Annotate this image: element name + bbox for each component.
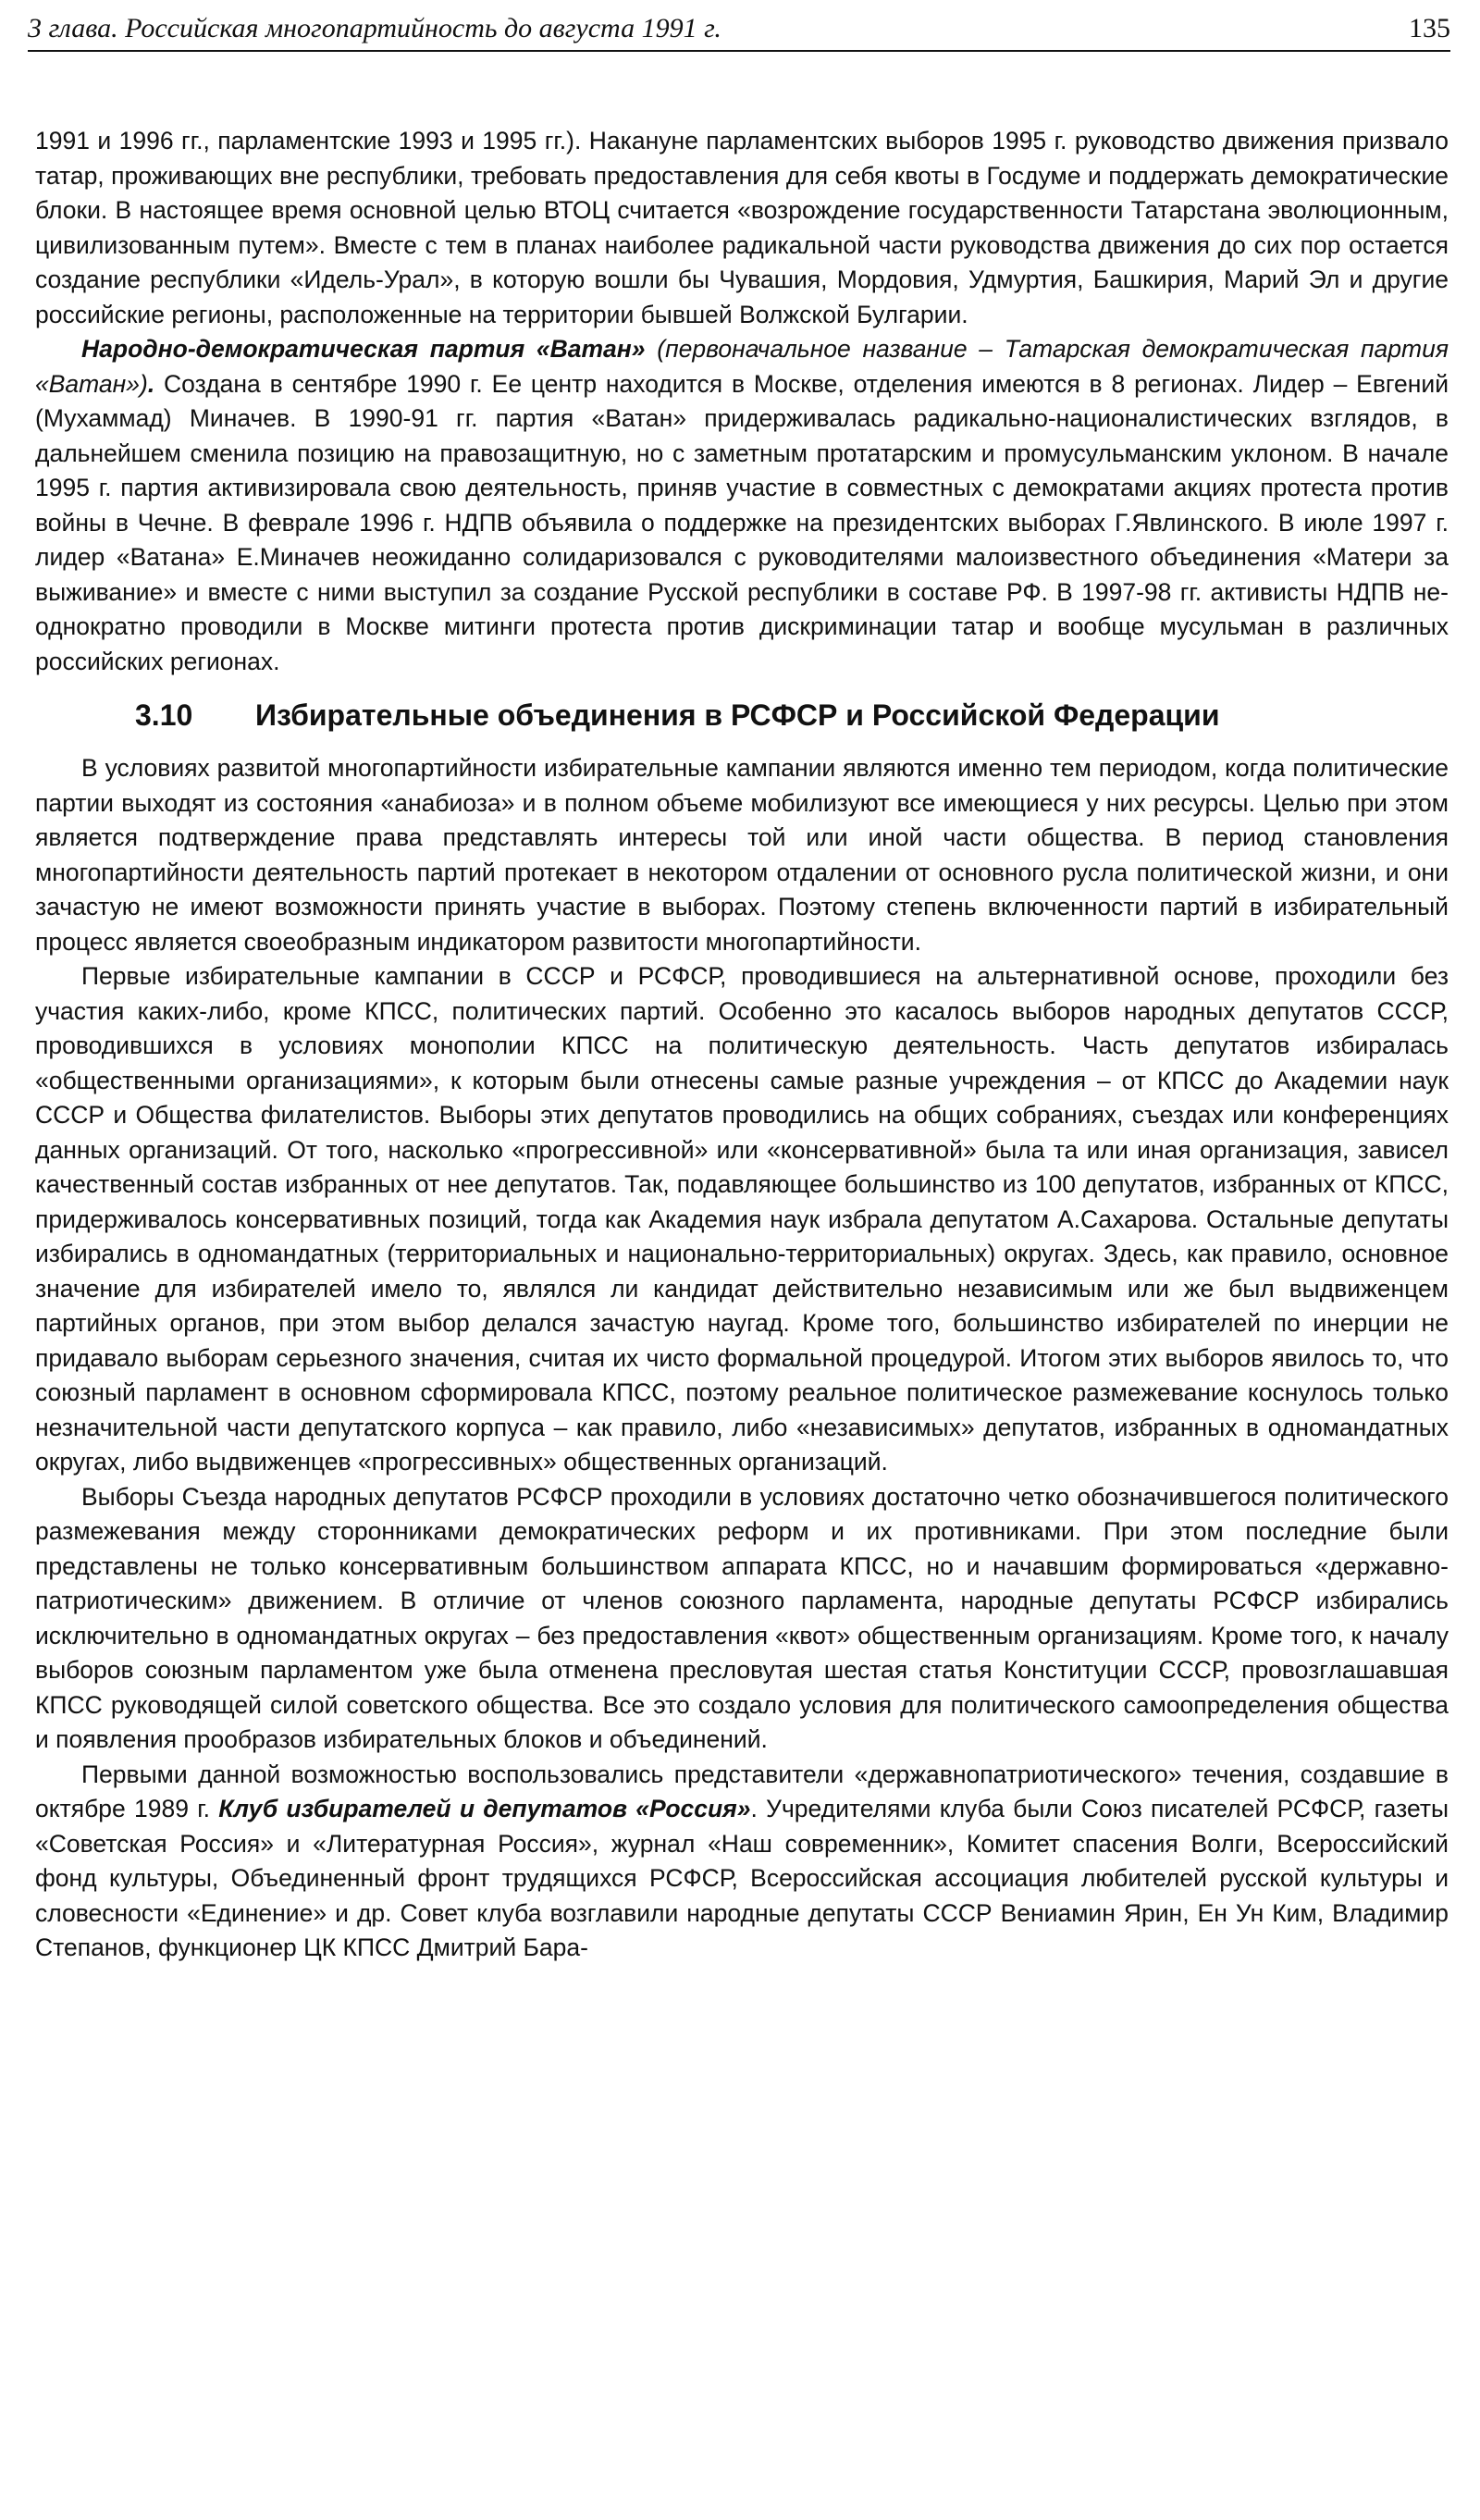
paragraph-multiparty-elections [35, 751, 1449, 959]
paragraph-text: Первыми данной возможностью воспользовались представители «державнопатриотического» течения, создавшие в октябре 1989 г. [35, 1760, 1449, 1822]
paragraph-text: 1991 и 1996 гг., парламентские 1993 и 1995 гг.). Накануне парламентских выборов 1995 г. руководство движения призвало татар, проживающих вне республики, требовать предоставления для себя квоты в Госдуме и поддержать демократические блоки. В настоящее время основной целью ВТОЦ считается «возрождение государственности Татарстана эволюционным, цивилизованным путем». Вместе с тем в планах наиболее радикальной части руководства движения до сих пор остается создание республики «Идель-Урал», в которую вошли бы Чувашия, Мордовия, Удмуртия, Башкирия, Марий Эл и другие российские регионы, расположенные на территории бывшей Волжской Булгарии. [35, 127, 1449, 328]
chapter-title: 3 глава. Российская многопартийность до августа 1991 г. [28, 13, 722, 43]
club-name-russia: Клуб избирателей и депутатов «Россия» [218, 1795, 751, 1822]
party-name-vatan: Народно-демократическая партия «Ватан» [81, 335, 646, 363]
body-text [35, 124, 1449, 1966]
page-number: 135 [1409, 13, 1450, 43]
paragraph-first-campaigns [35, 959, 1449, 1480]
paragraph-rsfsr-elections [35, 1480, 1449, 1758]
paragraph-text: Создана в сентябре 1990 г. Ее центр находится в Москве, отделения имеются в 8 регионах. Лидер – Евгений (Мухаммад) Миначев. В 1990-91 гг. партия «Ватан» придерживалась радикально-националистических взглядов, в дальнейшем сменила позицию на правозащитную, но с заметным протатарским и промусульманским уклоном. В начале 1995 г. партия активизировала свою деятельность, приняв участие в совместных с демократами акциях протеста против войны в Чечне. В феврале 1996 г. НДПВ объявила о поддержке на президентских выборах Г.Явлинского. В июле 1997 г. лидер «Ватана» Е.Миначев неожиданно солидаризовался с руководителями малоизвестного объединения «Матери за выживание» и вместе с ними выступил за создание Русской республики в составе РФ. В 1997-98 гг. активисты НДПВ неоднократно проводили в Москве митинги протеста против дискриминации татар и вообще мусульман в различных российских регионах. [35, 369, 1449, 675]
paragraph-text: . Учредителями клуба были Союз писателей РСФСР, газеты «Советская Россия» и «Литературная Россия», журнал «Наш современник», Комитет спасения Волги, Всероссийский фонд культуры, Объединенный фронт трудящихся РСФСР, Всероссийская ассоциация любителей русской культуры и словесности «Единение» и др. Совет клуба возглавили народные депутаты СССР Вениамин Ярин, Ен Ун Ким, Владимир Степанов, функционер ЦК КПСС Дмитрий Бара- [35, 1795, 1449, 1961]
party-alias-vatan: (первоначальное название – Татарская демократическая партия «Ватан») [35, 335, 1449, 398]
party-alias-dot: . [147, 369, 155, 398]
section-number: 3.10 [135, 698, 193, 732]
running-header [28, 7, 1450, 52]
paragraph-text: Первые избирательные кампании в СССР и РСФСР, проводившиеся на альтернативной основе, проходили без участия каких-либо, кроме КПСС, политических партий. Особенно это касалось выборов народных депутатов СССР, проводившихся в условиях монополии КПСС на политическую деятельность. Часть депутатов избиралась «общественными организациями», к которым были отнесены самые разные учреждения – от КПСС до Академии наук СССР и Общества филателистов. Выборы этих депутатов проводились на общих собраниях, съездах или конференциях данных организаций. От того, насколько «прогрессивной» или «консервативной» была та или иная организация, зависел качественный состав избранных от нее депутатов. Так, подавляющее большинство из 100 депутатов, избранных от КПСС, придерживалось консервативных позиций, тогда как Академия наук избрала депутатом А.Сахарова. Остальные депутаты избирались в одномандатных (территориальных и национально-территориальных) округах. Здесь, как правило, основное значение для избирателей имело то, являлся ли кандидат действительно независимым или же был выдвиженцем партийных органов, при этом выбор делался зачастую наугад. Кроме того, большинство избирателей по инерции не придавало выборам серьезного значения, считая их чисто формальной процедурой. Итогом этих выборов явилось то, что союзный парламент в основном сформировала КПСС, поэтому реальное политическое размежевание коснулось только незначительной части депутатского корпуса – как правило, либо «независимых» депутатов, избранных в одномандатных округах, либо выдвиженцев «прогрессивных» общественных организаций. [35, 962, 1449, 1476]
paragraph-text: В условиях развитой многопартийности избирательные кампании являются именно тем периодом, когда политические партии выходят из состояния «анабиоза» и в полном объеме мобилизуют все имеющиеся у них ресурсы. Целью при этом является подтверждение права представлять интересы той или иной части общества. В период становления многопартийности деятельность партий протекает в некотором отдалении от основного русла политической жизни, и они зачастую не имеют возможности принять участие в выборах. Поэтому степень включенности партий в избирательный процесс является своеобразным индикатором развитости многопартийности. [35, 754, 1449, 956]
paragraph-vtoc-continued [35, 124, 1449, 332]
paragraph-vatan-party [35, 332, 1449, 679]
section-title: Избирательные объединения в РСФСР и Российской Федерации [255, 698, 1220, 732]
paragraph-club-russia [35, 1758, 1449, 1966]
paragraph-text: Выборы Съезда народных депутатов РСФСР проходили в условиях достаточно четко обозначившегося политического размежевания между сторонниками демократических реформ и их противниками. При этом последние были представлены не только консервативным большинством аппарата КПСС, но и начавшим формироваться «державно-патриотическим» движением. В отличие от членов союзного парламента, народные депутаты РСФСР избирались исключительно в одномандатных округах – без предоставления «квот» общественным организациям. Кроме того, к началу выборов союзным парламентом уже была отменена пресловутая шестая статья Конституции СССР, провозглашавшая КПСС руководящей силой советского общества. Все это создало условия для политического самоопределения общества и появления прообразов избирательных блоков и объединений. [35, 1482, 1449, 1753]
section-heading [35, 692, 1449, 738]
